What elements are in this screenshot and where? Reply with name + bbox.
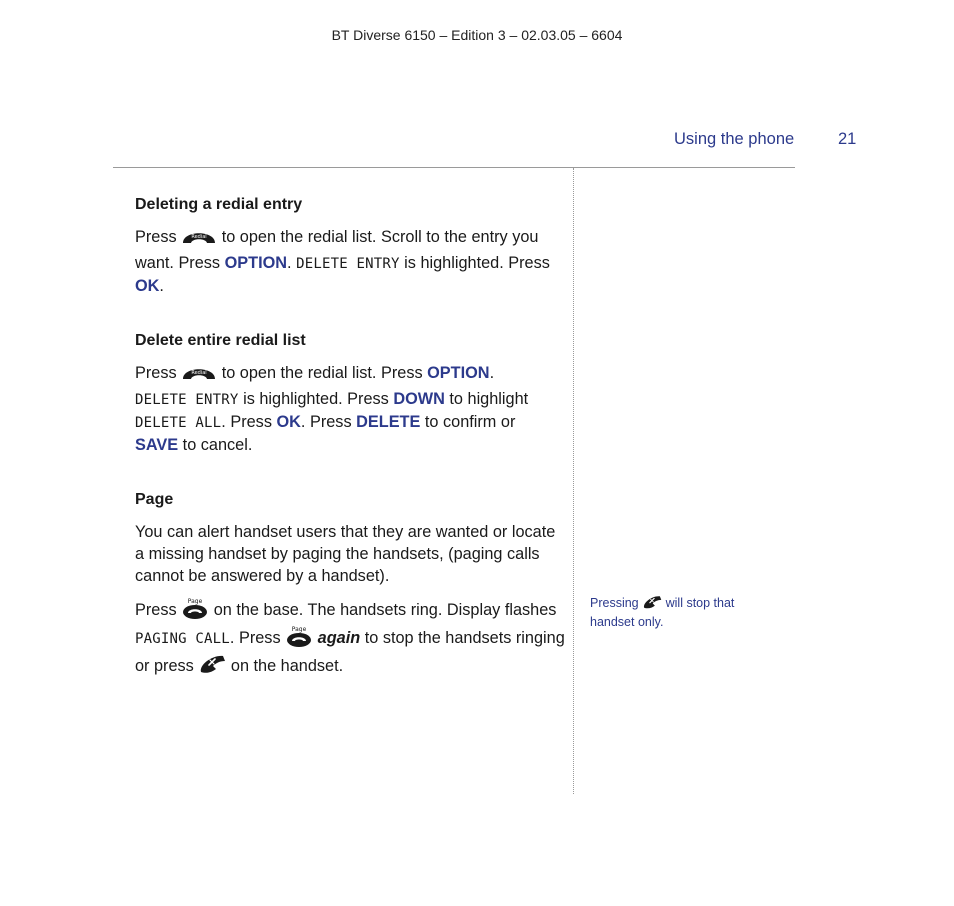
end-call-icon	[198, 653, 226, 681]
lcd-delete-entry: DELETE ENTRY	[135, 392, 239, 408]
heading-deleting-redial-entry: Deleting a redial entry	[135, 196, 303, 213]
paragraph-deleting-redial-entry: Press Redial to open the redial list. Scroll to the entry you want. Press OPTION. DELETE ENTRY is highlighted. Press OK.	[135, 228, 550, 295]
section-title: Using the phone	[674, 130, 795, 148]
ok-key: OK	[276, 413, 301, 431]
lcd-delete-all: DELETE ALL	[135, 415, 222, 431]
option-key: OPTION	[427, 364, 490, 382]
heading-page: Page	[135, 491, 174, 508]
svg-text:Page: Page	[291, 626, 307, 633]
again-emphasis: again	[317, 629, 361, 647]
redial-button-icon	[181, 226, 217, 252]
redial-button-icon	[181, 362, 217, 388]
svg-text:Redial: Redial	[191, 234, 207, 240]
page-button-icon	[181, 597, 209, 625]
heading-delete-entire-redial-list: Delete entire redial list	[135, 332, 306, 349]
svg-text:Page: Page	[187, 598, 203, 605]
end-call-icon	[642, 594, 662, 614]
paragraph-page-instructions: Press Page on the base. The handsets ring. Display flashes PAGING CALL. Press Page again to stop the handsets ringing or press on the handset.	[135, 597, 565, 681]
page-number: 21	[838, 130, 857, 148]
side-note: Pressing will stop that handset only.	[590, 596, 735, 629]
header-rule	[113, 167, 795, 168]
document-header: BT Diverse 6150 – Edition 3 – 02.03.05 – 6604	[331, 27, 623, 43]
paragraph-page-intro: You can alert handset users that they are wanted or locate a missing handset by paging the handsets, (paging calls cannot be answered by a handset).	[135, 523, 556, 585]
lcd-paging-call: PAGING CALL	[135, 631, 230, 647]
delete-key: DELETE	[356, 413, 421, 431]
save-key: SAVE	[135, 436, 179, 454]
column-divider	[573, 168, 574, 794]
paragraph-delete-entire-redial-list: Press Redial to open the redial list. Press OPTION. DELETE ENTRY is highlighted. Press DOWN to highlight DELETE ALL. Press OK. Press DELETE to confirm or SAVE to cancel.	[135, 364, 529, 454]
lcd-delete-entry: DELETE ENTRY	[296, 256, 400, 272]
ok-key: OK	[135, 277, 160, 295]
svg-text:Redial: Redial	[191, 370, 207, 376]
main-column	[135, 194, 565, 681]
option-key: OPTION	[224, 254, 288, 272]
page-button-icon	[285, 625, 313, 653]
down-key: DOWN	[393, 390, 445, 408]
